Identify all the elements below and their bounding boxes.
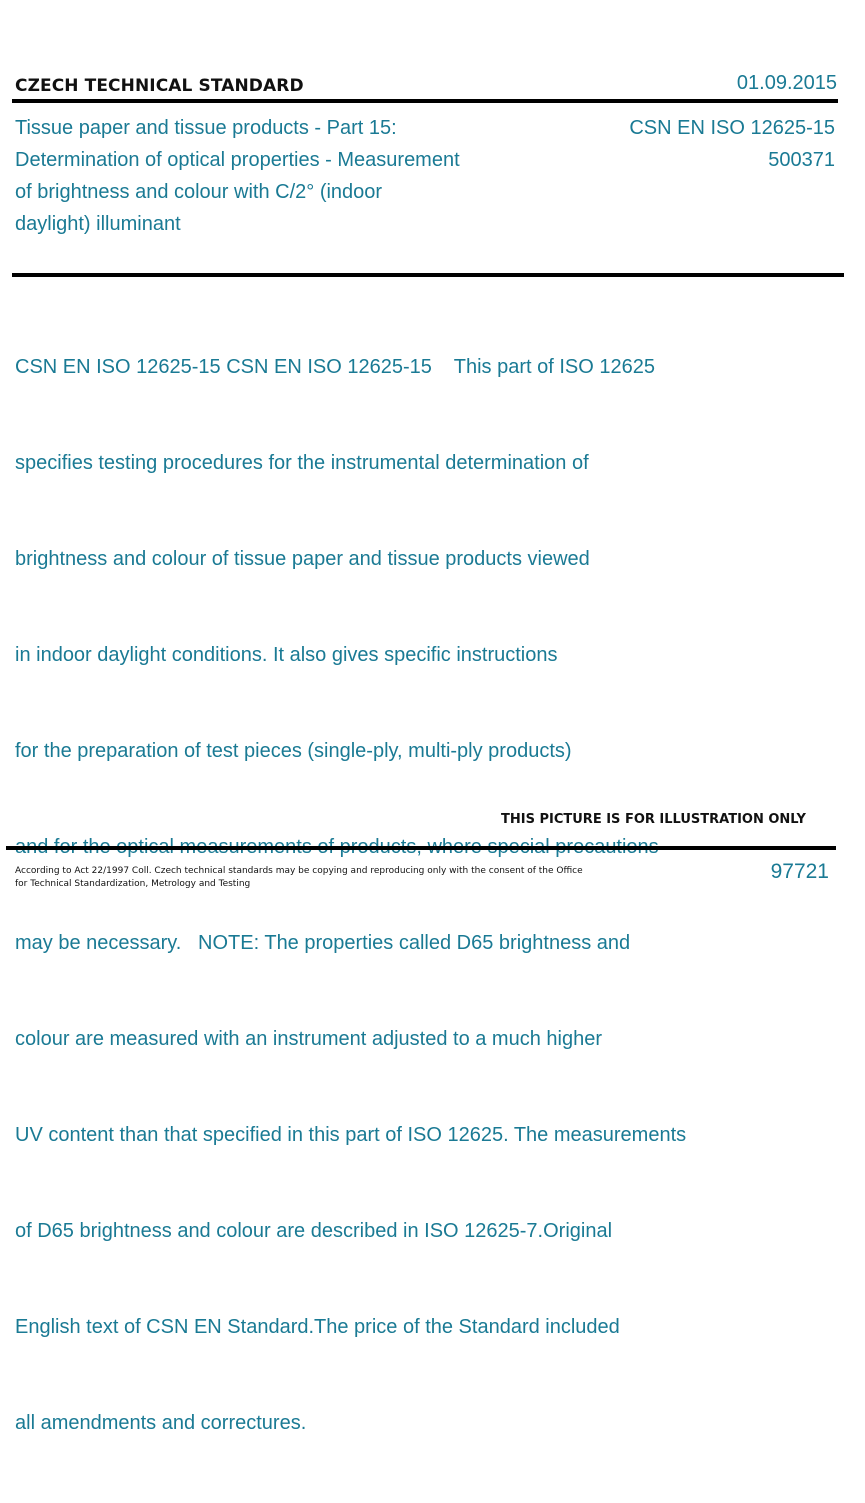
- standard-title: [15, 112, 535, 240]
- standard-title-line: Tissue paper and tissue products - Part 15:: [15, 117, 397, 139]
- illustration-note: THIS PICTURE IS FOR ILLUSTRATION ONLY: [501, 812, 806, 827]
- abstract-line: specifies testing procedures for the instrumental determination of: [15, 452, 589, 474]
- document-type-title: CZECH TECHNICAL STANDARD: [15, 76, 304, 96]
- standard-title-line: of brightness and colour with C/2° (indoor: [15, 181, 383, 203]
- abstract-line: may be necessary. NOTE: The properties called D65 brightness and: [15, 932, 631, 954]
- header-rule: [12, 99, 838, 103]
- abstract-line: UV content than that specified in this part of ISO 12625. The measurements: [15, 1124, 687, 1146]
- standard-identifier: [629, 112, 835, 176]
- abstract-line: colour are measured with an instrument adjusted to a much higher: [15, 1028, 602, 1050]
- footer-number: 97721: [770, 860, 829, 883]
- abstract-line: brightness and colour of tissue paper and tissue products viewed: [15, 548, 590, 570]
- standard-title-line: Determination of optical properties - Measurement: [15, 149, 460, 171]
- legal-line: for Technical Standardization, Metrology and Testing: [15, 879, 251, 889]
- footer-rule: [6, 846, 836, 850]
- abstract-text: [15, 287, 755, 1503]
- legal-line: According to Act 22/1997 Coll. Czech technical standards may be copying and reproducing only with the consent of the Office: [15, 866, 583, 876]
- section-rule: [12, 273, 844, 277]
- abstract-line: of D65 brightness and colour are described in ISO 12625-7.Original: [15, 1220, 613, 1242]
- abstract-line: for the preparation of test pieces (single-ply, multi-ply products): [15, 740, 572, 762]
- standard-code: CSN EN ISO 12625-15: [629, 117, 835, 139]
- abstract-line: in indoor daylight conditions. It also gives specific instructions: [15, 644, 558, 666]
- abstract-line: all amendments and correctures.: [15, 1412, 307, 1434]
- legal-notice: [15, 865, 595, 891]
- standard-title-line: daylight) illuminant: [15, 213, 181, 235]
- abstract-line: CSN EN ISO 12625-15 CSN EN ISO 12625-15 This part of ISO 12625: [15, 356, 655, 378]
- publication-date: 01.09.2015: [736, 72, 837, 94]
- abstract-line: English text of CSN EN Standard.The price of the Standard included: [15, 1316, 620, 1338]
- catalog-number: 500371: [768, 149, 835, 171]
